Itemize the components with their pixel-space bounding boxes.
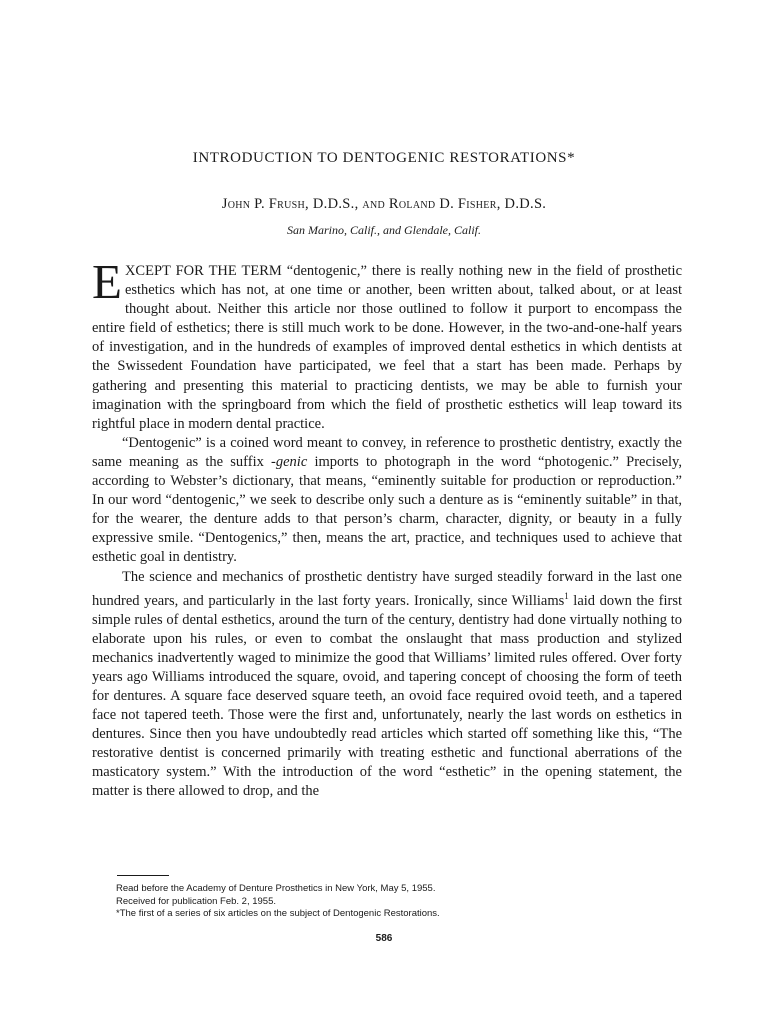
paragraph-2-text-b: imports to photograph in the word “photogenic.” Precisely, according to Webster’s dictionary, that means, “eminently suitable for production or reproduction.” In our word “dentogenic,” we seek to describe only such a denture as is “eminently suitable” in that, for the wearer, the denture adds to that person’s charm, character, dignity, or beauty in a fully expressive smile. “Dentogenics,” then, means the art, practice, and techniques used to achieve that esthetic goal in dentistry. [92,453,682,566]
paragraph-2-text-a: “Dentogenic” is a coined word meant to convey, in reference to prosthetic dentistry, exactly the same meaning as the suffix [92,434,682,470]
article-title: INTRODUCTION TO DENTOGENIC RESTORATIONS* [192,150,576,166]
drop-cap: E [92,254,122,309]
footnotes [116,883,676,921]
paragraph-3 [92,568,682,802]
author-degree-fisher: , D.D.S. [496,196,547,212]
author-joiner: and [358,196,389,212]
page-number: 586 [375,933,393,944]
author-name-frush: John P. Frush [221,196,306,212]
footnote-series: *The first of a series of six articles on the subject of Dentogenic Restorations. [116,908,440,919]
footnote-divider [117,875,169,876]
footnote-received: Received for publication Feb. 2, 1955. [116,895,277,907]
suffix-genic: -genic [271,453,308,470]
author-name-fisher: Roland D. Fisher [388,196,497,212]
paragraph-1-text: “dentogenic,” there is really nothing new in the field of prosthetic esthetics which has not, at one time or another, been written about, talked about, or at least thought about. Neither this article nor those outlined to follow it purport to encompass the entire field of esthetics; there is still much work to be done. However, in the two-and-one-half years of investigation, and in the hundreds of examples of improved dental esthetics in which dentists at the Swissedent Foundation have participated, we feel that a start has been made. Perhaps by gathering and presenting this material to practicing dentists, we may be able to furnish your imagination with the springboard from which the field of prosthetic esthetics will leap toward its rightful place in modern dental practice. [92,263,682,432]
author-line [0,196,768,213]
author-degree-frush: , D.D.S., [305,196,359,212]
footnote-presentation: Read before the Academy of Denture Prosthetics in New York, May 5, 1955. [116,883,436,894]
lead-in: XCEPT FOR THE TERM [124,263,282,279]
reference-marker-1: 1 [564,590,569,601]
article-body [92,254,682,801]
paragraph-3-text-a: The science and mechanics of prosthetic dentistry have surged steadily forward in the last one hundred years, and particularly in the last forty years. Ironically, since Williams [92,568,682,609]
author-affiliation: San Marino, Calif., and Glendale, Calif. [287,223,481,237]
paragraph-2 [92,434,682,568]
paragraph-3-text-b: laid down the first simple rules of dental esthetics, around the turn of the century, dentistry had done virtually nothing to elaborate upon his rules, or even to combat the onslaught that mass production and stylized mechanics inadvertently waged to minimize the good that Williams’ limited rules offered. Over forty years ago Williams introduced the square, ovoid, and tapering concept of choosing the form of teeth for dentures. A square face deserved square teeth, an ovoid face required ovoid teeth, and a tapered face not tapered teeth. Those were the first and, unfortunately, nearly the last words on esthetics in dentures. Since then you have undoubtedly read articles which started off something like this, “The restorative dentist is concerned primarily with treating esthetic and functional aberrations of the masticatory system.” With the introduction of the word “esthetic” in the opening statement, the matter is there allowed to drop, and the [92,592,682,800]
paragraph-1 [92,254,682,434]
